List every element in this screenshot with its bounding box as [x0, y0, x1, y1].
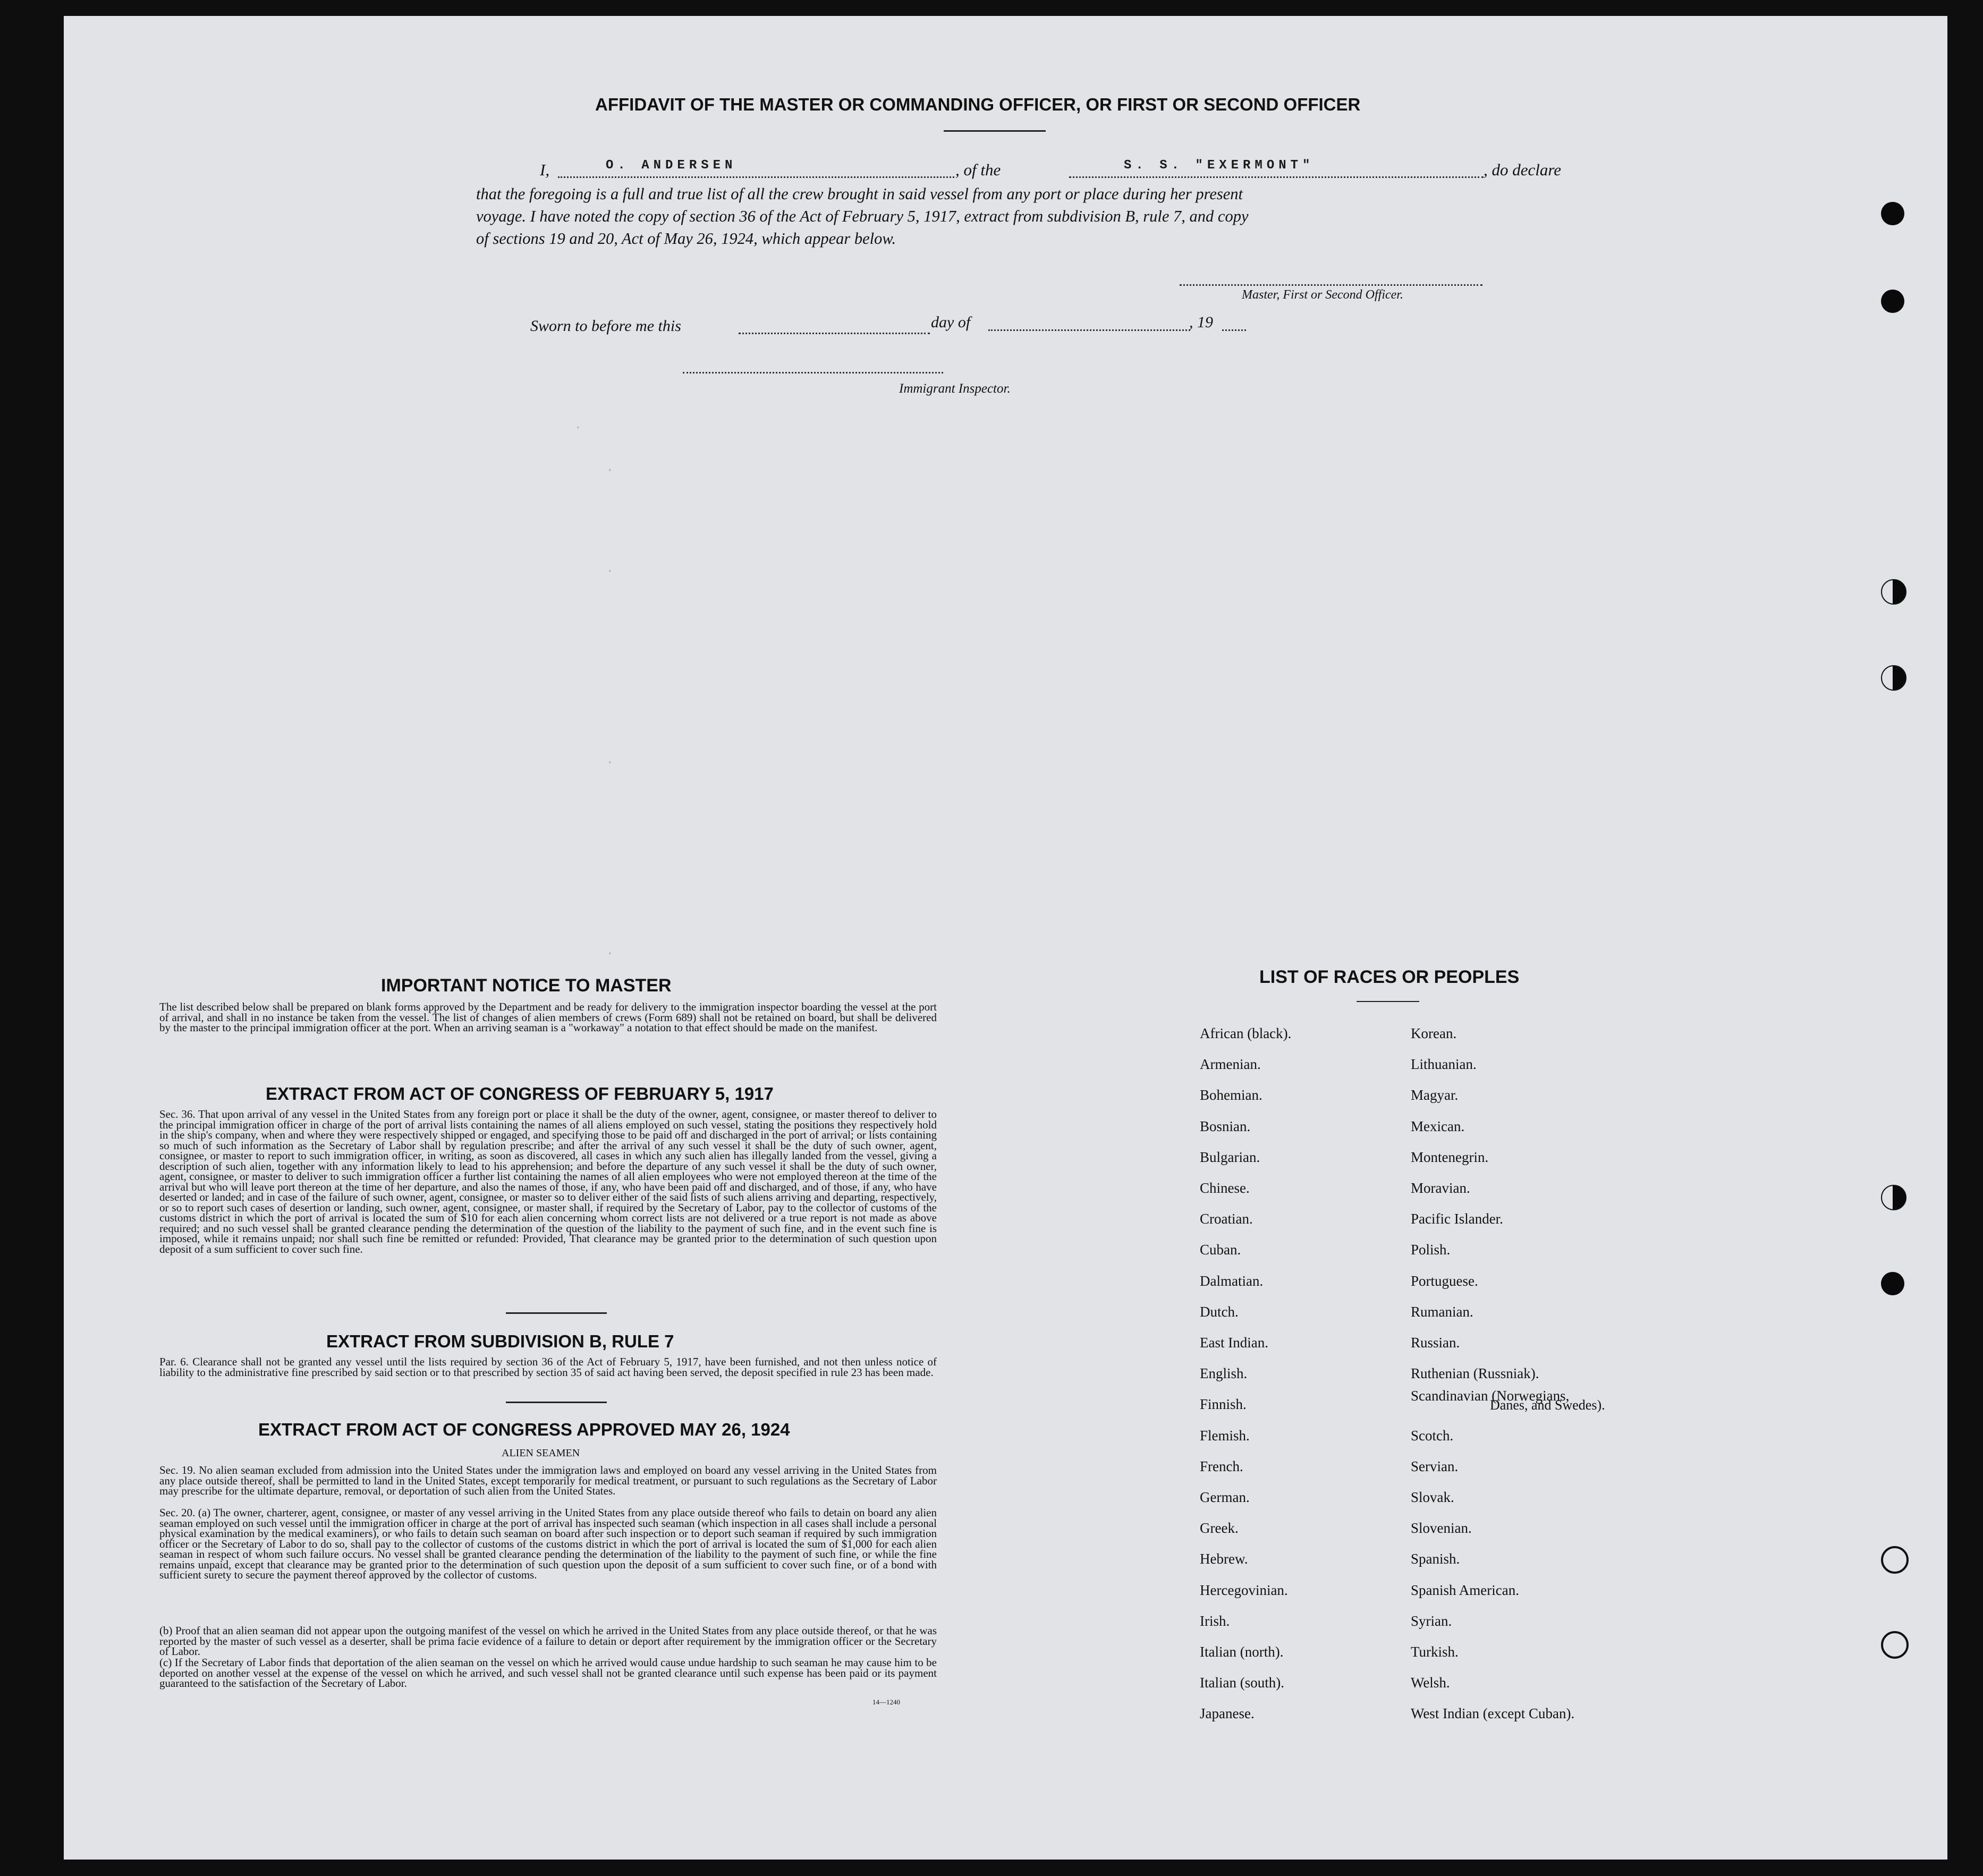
race-item: Spanish.: [1411, 1551, 1460, 1567]
race-item: Bulgarian.: [1200, 1149, 1260, 1165]
race-item: West Indian (except Cuban).: [1411, 1705, 1575, 1722]
binder-hole: [1881, 202, 1904, 225]
race-item: Croatian.: [1200, 1211, 1253, 1227]
race-item: Hercegovinian.: [1200, 1582, 1288, 1598]
race-item: Ruthenian (Russniak).: [1411, 1365, 1539, 1382]
race-item: Hebrew.: [1200, 1551, 1248, 1567]
race-item: East Indian.: [1200, 1335, 1268, 1351]
extract-1917-title: EXTRACT FROM ACT OF CONGRESS OF FEBRUARY 5, 1917: [266, 1084, 774, 1103]
day-of-text: day of: [931, 313, 971, 331]
affidavit-title: AFFIDAVIT OF THE MASTER OR COMMANDING OFFICER, OR FIRST OR SECOND OFFICER: [595, 95, 1361, 114]
sec20c-text: (c) If the Secretary of Labor finds that deportation of the alien seaman on the vessel on which he arrived would cause undue hardship to such seaman he may cause him to be deported on another vessel at the expense of the vessel on which he arrived, and such vessel shall not be granted clearance until such expense has been paid or its payment guaranteed to the satisfaction of the Secretary of Labor.: [159, 1656, 937, 1690]
races-divider: [1357, 1001, 1419, 1002]
race-item: Welsh.: [1411, 1675, 1450, 1691]
race-item: Montenegrin.: [1411, 1149, 1489, 1165]
race-item: Bosnian.: [1200, 1118, 1251, 1134]
inspector-caption: Immigrant Inspector.: [899, 381, 1011, 396]
inspector-signature-line: [683, 372, 943, 373]
race-item: Dalmatian.: [1200, 1272, 1264, 1289]
race-item: German.: [1200, 1489, 1250, 1505]
race-item: African (black).: [1200, 1025, 1292, 1041]
race-item: Greek.: [1200, 1520, 1239, 1537]
sec20b-text: (b) Proof that an alien seaman did not appear upon the outgoing manifest of the vessel on which he arrived in the United States from any place outside thereof, or that he was reported by the master of such vessel as a deserter, shall be prima facie evidence of a failure to detain or deport after requirement by the immigration officer or the Secretary of Labor.: [159, 1624, 937, 1658]
signature-line: [1180, 284, 1482, 286]
notice-title: IMPORTANT NOTICE TO MASTER: [381, 975, 672, 996]
year-prefix: , 19: [1189, 313, 1213, 331]
vessel-dotted-line: [1069, 176, 1484, 178]
do-declare-text: , do declare: [1484, 160, 1562, 179]
race-item: Cuban.: [1200, 1242, 1241, 1258]
binder-hole: [1881, 1631, 1909, 1659]
rule7-text: Par. 6. Clearance shall not be granted any vessel until the lists required by section 36 of the Act of February 5, 1917, have been furnished, and not then unless notice of liability to the administrative fine prescribed by said section or to that prescribed by section 35 of said act having been served, the deposit specified in rule 23 has been made.: [159, 1355, 937, 1379]
affidavit-line2: that the foregoing is a full and true list of all the crew brought in said vessel from any port or place during her present: [476, 185, 1243, 203]
sec20a-text: Sec. 20. (a) The owner, charterer, agent, consignee, or master of any vessel arriving in the United States from any place outside thereof who fails to detain on board any alien seaman employed on such vessel until the immigration officer in charge at the port of arrival has inspected such seaman (which inspection in all cases shall include a personal physical examination by the medical examiners), or who fails to detain such seaman on board after such inspection or to deport such seaman if required by such immigration officer or the Secretary of Labor to do so, shall pay to the collector of customs of the customs district in which the port of arrival is located the sum of $1,000 for each alien seaman in respect of whom such failure occurs. No vessel shall be granted clearance pending the determination of the liability to the payment of such fine, or while the fine remains unpaid, except that clearance may be granted prior to the determination of such question upon the deposit of a sum sufficient to cover such fine, or of a bond with sufficient surety to secure the payment thereof approved by the collector of customs.: [159, 1506, 937, 1581]
race-item: French.: [1200, 1458, 1243, 1474]
race-item: Pacific Islander.: [1411, 1211, 1503, 1227]
binder-hole: [1881, 579, 1906, 605]
divider: [506, 1312, 607, 1314]
race-item: Portuguese.: [1411, 1272, 1478, 1289]
race-item: Slovenian.: [1411, 1520, 1472, 1537]
race-item: Italian (north).: [1200, 1644, 1284, 1660]
alien-seamen-subtitle: ALIEN SEAMEN: [502, 1447, 580, 1459]
affidavit-line1-prefix: I,: [540, 160, 550, 179]
race-item: Rumanian.: [1411, 1303, 1473, 1320]
race-item: Scandinavian (Norwegians,: [1411, 1388, 1570, 1404]
race-item: Servian.: [1411, 1458, 1459, 1474]
notice-text: The list described below shall be prepared on blank forms approved by the Department and be ready for delivery to the immigration inspector boarding the vessel at the port of arrival, and shall in no instance be taken from the vessel. The list of changes of alien members of crews (Form 689) shall not be retained on board, but shall be delivered by the master to the principal immigration officer at the port. When an arriving seaman is a "workaway" a notation to that effect should be made on the manifest.: [159, 1000, 937, 1034]
race-item: Spanish American.: [1411, 1582, 1519, 1598]
race-item: Irish.: [1200, 1612, 1230, 1629]
declarant-name: O. ANDERSEN: [606, 158, 737, 173]
sec19-text: Sec. 19. No alien seaman excluded from admission into the United States under the immigration laws and employed on board any vessel arriving in the United States from any place outside thereof, shall be permitted to land in the United States, except temporarily for medical treatment, or pursuant to such regulations as the Secretary of Labor may prescribe for the ultimate departure, removal, or deportation of such alien from the United States.: [159, 1464, 937, 1497]
race-item: Syrian.: [1411, 1612, 1452, 1629]
extract-1917-text: Sec. 36. That upon arrival of any vessel in the United States from any foreign port or place it shall be the duty of the owner, agent, consignee, or master thereof to deliver to the principal immigration officer in charge of the port of arrival lists containing the names of all aliens employed on such vessel, stating the positions they respectively hold in the ship's company, when and where they were respectively shipped or engaged, and specifying those to be paid off and discharged in the port of arrival; or lists containing so much of such information as the Secretary of Labor shall by regulation prescribe; and after the arrival of any such vessel it shall be the duty of such owner, agent, consignee, or master to report to such immigration officer, in writing, as soon as discovered, all cases in which any such alien has illegally landed from the vessel, giving a description of such alien, together with any information likely to lead to his apprehension; and before the departure of any such vessel it shall be the duty of such owner, agent, consignee, or master to deliver to such immigration officer a further list containing the names of all alien employees who were not employed thereon at the time of the arrival but who will leave port thereon at the time of her departure, and also the names of those, if any, who have been paid off and discharged, and of those, if any, who have deserted or landed; and in case of the failure of such owner, agent, consignee, or master so to deliver either of the said lists of such aliens arriving and departing, respectively, or so to report such cases of desertion or landing, such owner, agent, consignee, or master shall, if required by the Secretary of Labor, pay to the collector of customs of the customs district in which the port of arrival is located the sum of $10 for each alien concerning whom correct lists are not delivered or a true report is not made as above required; and no such vessel shall be granted clearance pending the determination of the question of the liability to the payment of such fine, and in the event such fine is imposed, while it remains unpaid; nor shall such fine be remitted or refunded: Provided, That clearance may be granted prior to the determination of such question upon deposit of a sum sufficient to cover such fine.: [159, 1108, 937, 1255]
race-item: Dutch.: [1200, 1303, 1239, 1320]
race-item: Japanese.: [1200, 1705, 1255, 1722]
race-item: Flemish.: [1200, 1427, 1250, 1444]
year-line: [1222, 329, 1246, 331]
race-item: Polish.: [1411, 1242, 1451, 1258]
race-item: Italian (south).: [1200, 1675, 1284, 1691]
binder-hole: [1881, 1185, 1906, 1210]
binder-hole: [1881, 665, 1906, 691]
race-item: Bohemian.: [1200, 1087, 1262, 1103]
document-page: · · · · · AFFIDAVIT OF THE MASTER OR COMMANDING OFFICER, OR FIRST OR SECOND OFFICER I, O. ANDERSEN , of the S. S. "EXERMONT" , do declare that the foregoing is a full and true list of all the crew brought in said vessel from any port or place during her present voyage. I have noted the copy of section 36 of the Act of February 5, 1917, extract from subdivision B, rule 7, and copy of sections 19 and 20, Act of May 26, 1924, which appear below. Master, First or Second Officer. Sworn to before me this day of , 19 Immigrant Inspector. IMPORTANT NOTICE TO MASTER The list described below shall be prepared on blank forms approved by the Department and be ready for delivery to the immigration inspector boarding the vessel at the port of arrival, and shall in no instance be taken from the vessel. The list of changes of alien members of crews (Form 689) shall not be retained on board, but shall be delivered by the master to the principal immigration officer at the port. When an arriving seaman is a "workaway" a notation to that effect should be made on the manifest. EXTRACT FROM ACT OF CONGRESS OF FEBRUARY 5, 1917 Sec. 36. That upon arrival of any vessel in the United States from any foreign port or place it shall be the duty of the owner, agent, consignee, or master thereof to deliver to the principal immigration officer in charge of the port of arrival lists containing the names of all aliens employed on such vessel, stating the positions they respectively hold in the ship's company, when and where they were respectively shipped or engaged, and specifying those to be paid off and discharged in the port of arrival; or lists containing so much of such information as the Secretary of Labor shall by regulation prescribe; and after the arrival of any such vessel it shall be the duty of such owner, agent, consignee, or master to report to such immigration officer, in writing, as soon as discovered, all cases in which any such alien has illegally landed from the vessel, giving a description of such alien, together with any information likely to lead to his apprehension; and before the departure of any such vessel it shall be the duty of such owner, agent, consignee, or master to deliver to such immigration officer a further list containing the names of all alien employees who were not employed thereon at the time of the arrival but who will leave port thereon at the time of her departure, and also the names of those, if any, who have been paid off and discharged, and of those, if any, who have deserted or landed; and in case of the failure of such owner, agent, consignee, or master so to deliver either of the said lists of such aliens arriving and departing, respectively, or so to report such cases of desertion or landing, such owner, agent, consignee, or master shall, if required by the Secretary of Labor, pay to the collector of customs of the customs district in which the port of arrival is located the sum of $10 for each alien concerning whom correct lists are not delivered or a true report is not made as above required; and no such vessel shall be granted clearance pending the determination of the question of the liability to the payment of such fine, and in the event such fine is imposed, while it remains unpaid; nor shall such fine be remitted or refunded: Provided, That clearance may be granted prior to the determination of such question upon deposit of a sum sufficient to cover such fine. EXTRACT FROM SUBDIVISION B, RULE 7 Par. 6. Clearance shall not be granted any vessel until the lists required by section 36 of the Act of February 5, 1917, have been furnished, and not then unless notice of liability to the administrative fine prescribed by said section or to that prescribed by section 35 of said act having been served, the deposit specified in rule 23 has been made. EXTRACT FROM ACT OF CONGRESS APPROVED MAY 26, 1924 ALIEN SEAMEN Sec. 19. No alien seaman excluded from admission into the United States under the immigration laws and employed on board any vessel arriving in the United States from any place outside thereof, shall be permitted to land in the United States, except temporarily for medical treatment, or pursuant to such regulations as the Secretary of Labor may prescribe for the ultimate departure, removal, or deportation of such alien from the United States. Sec. 20. (a) The owner, charterer, agent, consignee, or master of any vessel arriving in the United States from any place outside thereof who fails to detain on board any alien seaman employed on such vessel until the immigration officer in charge at the port of arrival has inspected such seaman (which inspection in all cases shall include a personal physical examination by the medical examiners), or who fails to detain such seaman on board after such inspection or to deport such seaman if required by such immigration officer or the Secretary of Labor to do so, shall pay to the collector of customs of the customs district in which the port of arrival is located the sum of $1,000 for each alien seaman in respect of whom such failure occurs. No vessel shall be granted clearance pending the determination of the liability to the payment of such fine, or while the fine remains unpaid, except that clearance may be granted prior to the determination of such question upon the deposit of a sum sufficient to cover such fine, or of a bond with sufficient surety to secure the payment thereof approved by the collector of customs. (b) Proof that an alien seaman did not appear upon the outgoing manifest of the vessel on which he arrived in the United States from any place outside thereof, or that he was reported by the master of such vessel as a deserter, shall be prima facie evidence of a failure to detain or deport after requirement by the immigration officer or the Secretary of Labor. (c) If the Secretary of Labor finds that deportation of the alien seaman on the vessel on which he arrived would cause undue hardship to such seaman he may cause him to be deported on another vessel at the expense of the vessel on which he arrived, and such vessel shall not be granted clearance until such expense has been paid or its payment guaranteed to the satisfaction of the Secretary of Labor. 14—1240 LIST OF RACES OR PEOPLES African (black). Armenian. Bohemian. Bosnian. Bulgarian. Chinese. Croatian. Cuban. Dalmatian. Dutch. East Indian. English. Finnish. Flemish. French. German. Greek. Hebrew. Hercegovinian. Irish. Italian (north). Italian (south). Japanese. Korean. Lithuanian. Magyar. Mexican. Montenegrin. Moravian. Pacific Islander. Polish. Portuguese. Rumanian. Russian. Ruthenian (Russniak). Scandinavian (Norwegians, Scotch. Servian. Slovak. Slovenian. Spanish. Spanish American. Syrian. Turkish. Welsh. West Indian (except Cuban). Danes, and Swedes).: [64, 16, 1947, 1860]
race-item: English.: [1200, 1365, 1248, 1382]
extract-1924-title: EXTRACT FROM ACT OF CONGRESS APPROVED MAY 26, 1924: [258, 1420, 790, 1439]
month-line: [988, 329, 1190, 331]
race-item: Chinese.: [1200, 1180, 1250, 1196]
race-item: Korean.: [1411, 1025, 1457, 1041]
races-title: LIST OF RACES OR PEOPLES: [1259, 967, 1520, 987]
race-item: Danes, and Swedes).: [1490, 1397, 1605, 1413]
race-item: Turkish.: [1411, 1644, 1459, 1660]
name-dotted-line: [558, 176, 954, 178]
binder-hole: [1881, 290, 1904, 313]
sworn-date-line: [739, 333, 930, 334]
vessel-name: S. S. "EXERMONT": [1124, 158, 1315, 173]
race-item: Slovak.: [1411, 1489, 1454, 1505]
race-item: Russian.: [1411, 1335, 1460, 1351]
affidavit-line3: voyage. I have noted the copy of section 36 of the Act of February 5, 1917, extract from subdivision B, rule 7, and copy: [476, 207, 1249, 225]
race-item: Scotch.: [1411, 1427, 1454, 1444]
binder-hole: [1881, 1546, 1909, 1574]
affidavit-line4: of sections 19 and 20, Act of May 26, 1924, which appear below.: [476, 230, 896, 248]
form-number: 14—1240: [872, 1698, 900, 1706]
title-divider: [944, 130, 1046, 132]
rule7-title: EXTRACT FROM SUBDIVISION B, RULE 7: [326, 1331, 674, 1351]
divider: [506, 1402, 607, 1403]
sworn-text: Sworn to before me this: [530, 317, 681, 335]
race-item: Armenian.: [1200, 1056, 1261, 1073]
race-item: Magyar.: [1411, 1087, 1459, 1103]
signature-caption: Master, First or Second Officer.: [1242, 288, 1403, 302]
race-item: Finnish.: [1200, 1396, 1247, 1413]
of-the-text: , of the: [955, 160, 1001, 179]
race-item: Lithuanian.: [1411, 1056, 1477, 1073]
race-item: Mexican.: [1411, 1118, 1465, 1134]
race-item: Moravian.: [1411, 1180, 1470, 1196]
binder-hole: [1881, 1272, 1904, 1295]
